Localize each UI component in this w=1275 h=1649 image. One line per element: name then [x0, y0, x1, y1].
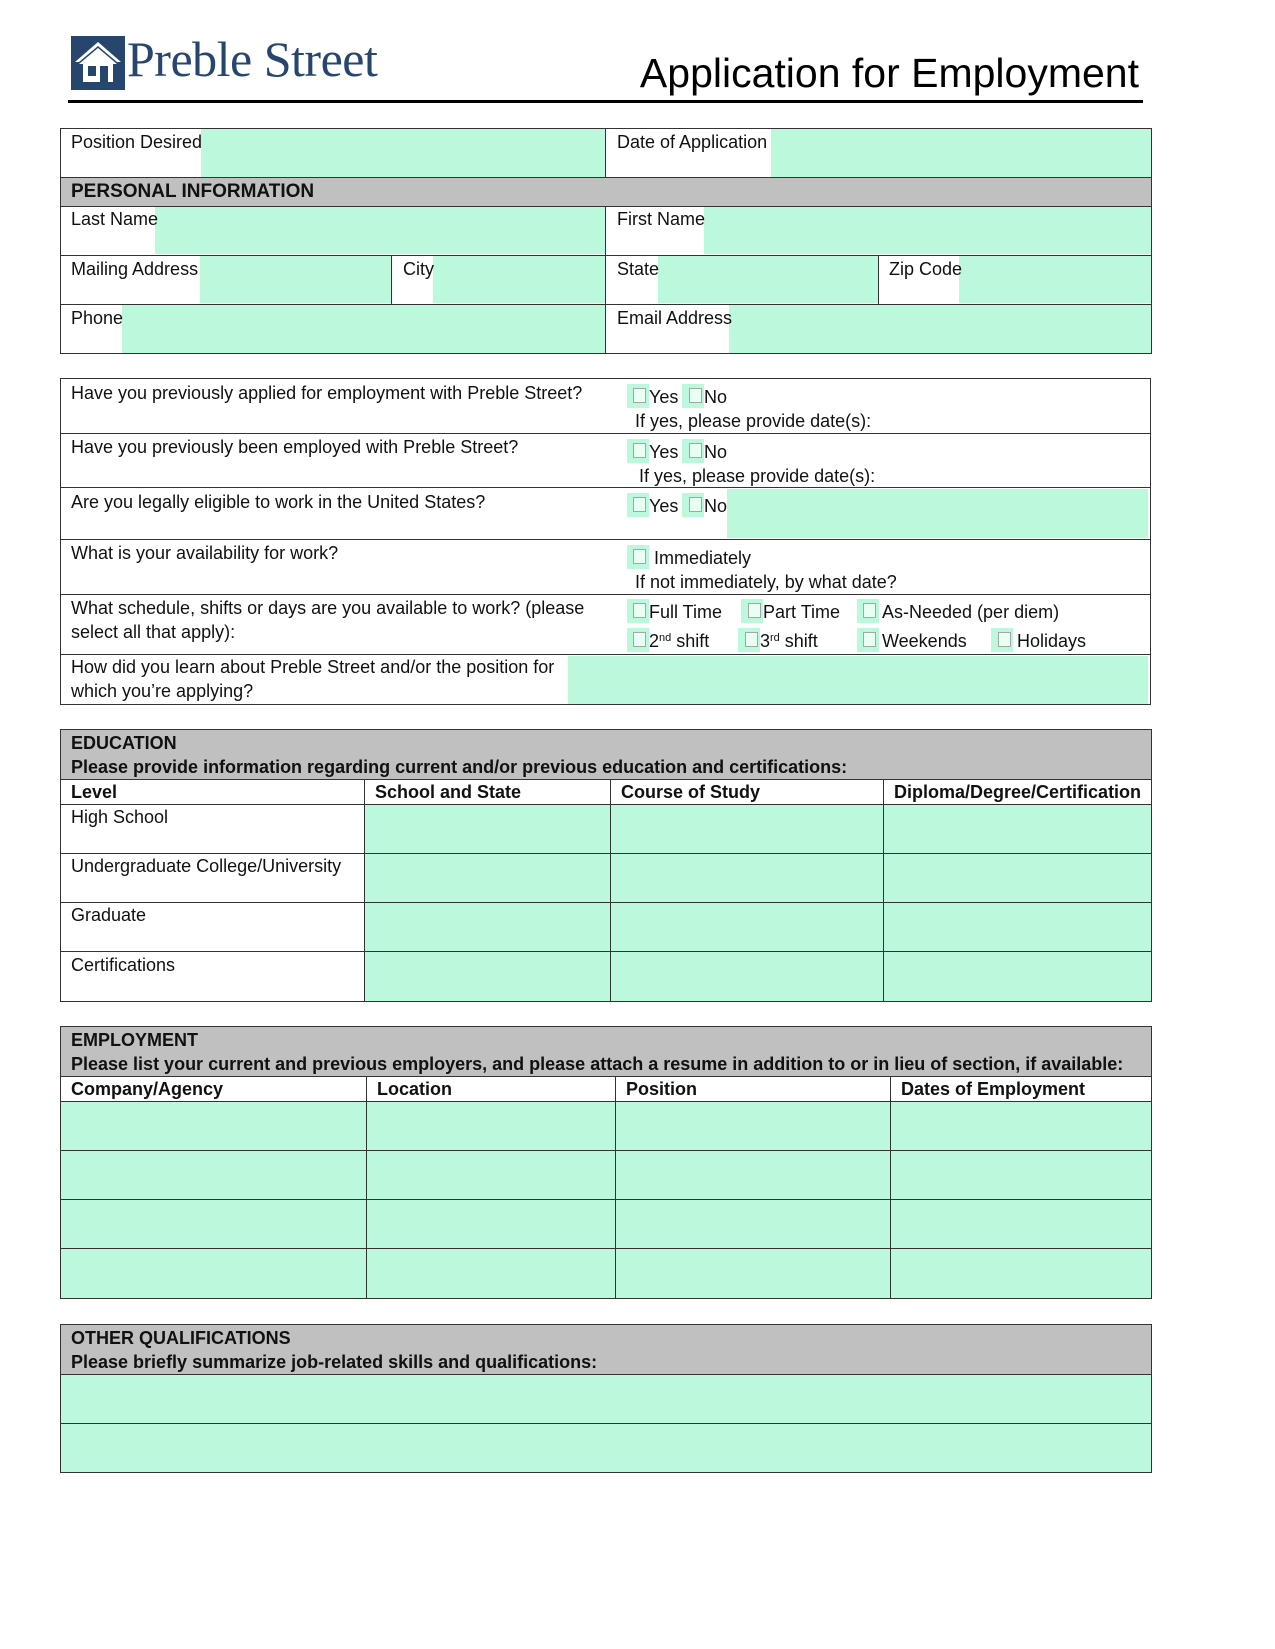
- position-desired-field[interactable]: [201, 129, 605, 177]
- third-shift-label: 3rd shift: [760, 631, 818, 651]
- divider: [391, 256, 392, 304]
- divider: [883, 780, 884, 1001]
- divider: [605, 129, 606, 177]
- education-col-school: School and State: [375, 782, 522, 802]
- education-row-certifications: Certifications: [71, 955, 176, 975]
- last-name-label: Last Name: [71, 209, 159, 229]
- divider: [61, 1150, 1151, 1151]
- edu-graduate-course-field[interactable]: [611, 903, 883, 951]
- availability-date-prompt: If not immediately, by what date?: [635, 572, 897, 592]
- education-heading: EDUCATION: [71, 733, 177, 753]
- immediately-checkbox[interactable]: [633, 549, 646, 564]
- employed-dates-prompt: If yes, please provide date(s):: [639, 466, 876, 486]
- email-address-label: Email Address: [617, 308, 733, 328]
- employment-row1-location-field[interactable]: [367, 1102, 615, 1150]
- employed-yes-checkbox[interactable]: [633, 443, 646, 458]
- header-rule: [68, 100, 1143, 103]
- zip-code-field[interactable]: [959, 256, 1151, 303]
- employment-col-position: Position: [626, 1079, 697, 1099]
- holidays-label: Holidays: [1017, 631, 1087, 651]
- city-label: City: [403, 259, 434, 279]
- divider: [61, 304, 1151, 305]
- divider: [61, 177, 1151, 178]
- qualifications-field-2[interactable]: [61, 1424, 1151, 1472]
- date-of-application-field[interactable]: [771, 129, 1151, 177]
- divider: [61, 902, 1151, 903]
- employment-row4-company-field[interactable]: [61, 1249, 366, 1298]
- edu-certifications-school-field[interactable]: [365, 952, 610, 1001]
- full-time-checkbox[interactable]: [633, 603, 646, 618]
- page-title: Application for Employment: [639, 50, 1139, 96]
- divider: [61, 487, 1150, 488]
- divider: [878, 256, 879, 304]
- applied-no-checkbox[interactable]: [689, 388, 702, 403]
- employment-row2-dates-field[interactable]: [891, 1151, 1151, 1199]
- zip-code-label: Zip Code: [889, 259, 963, 279]
- as-needed-label: As-Needed (per diem): [882, 602, 1060, 622]
- logo-text: Preble Street: [127, 31, 378, 87]
- employed-yes-label: Yes: [649, 442, 679, 462]
- question-previously-employed: Have you previously been employed with Preble Street?: [71, 437, 519, 457]
- edu-graduate-diploma-field[interactable]: [884, 903, 1151, 951]
- divider: [61, 853, 1151, 854]
- weekends-label: Weekends: [882, 631, 967, 651]
- state-field[interactable]: [658, 256, 878, 303]
- divider: [61, 1248, 1151, 1249]
- mailing-address-field[interactable]: [200, 256, 391, 303]
- employment-col-company: Company/Agency: [71, 1079, 224, 1099]
- qualifications-field-1[interactable]: [61, 1375, 1151, 1423]
- applied-dates-prompt: If yes, please provide date(s):: [635, 411, 872, 431]
- education-col-level: Level: [71, 782, 118, 802]
- applied-no-label: No: [704, 387, 728, 407]
- date-of-application-label: Date of Application: [617, 132, 768, 152]
- immediately-label: Immediately: [654, 548, 752, 568]
- employment-row1-dates-field[interactable]: [891, 1102, 1151, 1150]
- question-availability: What is your availability for work?: [71, 543, 339, 563]
- education-col-course: Course of Study: [621, 782, 761, 802]
- divider: [61, 255, 1151, 256]
- edu-highschool-diploma-field[interactable]: [884, 805, 1151, 853]
- employment-row3-dates-field[interactable]: [891, 1200, 1151, 1248]
- divider: [61, 779, 1151, 780]
- education-row-graduate: Graduate: [71, 905, 147, 925]
- employment-row3-company-field[interactable]: [61, 1200, 366, 1248]
- divider: [364, 780, 365, 1001]
- employment-row2-company-field[interactable]: [61, 1151, 366, 1199]
- part-time-checkbox[interactable]: [748, 603, 761, 618]
- divider: [890, 1077, 891, 1298]
- divider: [61, 594, 1150, 595]
- phone-label: Phone: [71, 308, 124, 328]
- holidays-checkbox[interactable]: [998, 632, 1011, 647]
- divider: [61, 1199, 1151, 1200]
- education-row-high-school: High School: [71, 807, 169, 827]
- edu-highschool-school-field[interactable]: [365, 805, 610, 853]
- education-col-diploma: Diploma/Degree/Certification: [894, 782, 1142, 802]
- state-label: State: [617, 259, 660, 279]
- edu-undergrad-diploma-field[interactable]: [884, 854, 1151, 902]
- weekends-checkbox[interactable]: [863, 632, 876, 647]
- divider: [366, 1077, 367, 1298]
- employment-row3-position-field[interactable]: [616, 1200, 890, 1248]
- other-heading: OTHER QUALIFICATIONS: [71, 1328, 291, 1348]
- eligible-yes-checkbox[interactable]: [633, 497, 646, 512]
- edu-highschool-course-field[interactable]: [611, 805, 883, 853]
- second-shift-label: 2nd shift: [649, 631, 710, 651]
- employment-col-location: Location: [377, 1079, 452, 1099]
- education-subheading: Please provide information regarding current and/or previous education and certifications:: [71, 757, 848, 777]
- question-schedule-line2: select all that apply):: [71, 622, 236, 642]
- question-legally-eligible: Are you legally eligible to work in the United States?: [71, 492, 486, 512]
- as-needed-checkbox[interactable]: [863, 603, 876, 618]
- employment-row4-location-field[interactable]: [367, 1249, 615, 1298]
- edu-graduate-school-field[interactable]: [365, 903, 610, 951]
- divider: [615, 1077, 616, 1298]
- applied-yes-checkbox[interactable]: [633, 388, 646, 403]
- question-referral-line2: which you’re applying?: [71, 681, 254, 701]
- employment-heading: EMPLOYMENT: [71, 1030, 199, 1050]
- employment-row1-position-field[interactable]: [616, 1102, 890, 1150]
- referral-source-field[interactable]: [568, 656, 1148, 704]
- house-logo-icon: [71, 36, 125, 90]
- divider: [61, 654, 1150, 655]
- employment-row2-position-field[interactable]: [616, 1151, 890, 1199]
- other-subheading: Please briefly summarize job-related skills and qualifications:: [71, 1352, 598, 1372]
- eligible-yes-label: Yes: [649, 496, 679, 516]
- question-referral-line1: How did you learn about Preble Street and/or the position for: [71, 657, 555, 677]
- edu-undergrad-school-field[interactable]: [365, 854, 610, 902]
- divider: [61, 951, 1151, 952]
- applied-yes-label: Yes: [649, 387, 679, 407]
- edu-certifications-course-field[interactable]: [611, 952, 883, 1001]
- logo: [71, 31, 391, 94]
- third-shift-checkbox[interactable]: [745, 632, 758, 647]
- edu-undergrad-course-field[interactable]: [611, 854, 883, 902]
- personal-heading: PERSONAL INFORMATION: [71, 181, 315, 202]
- divider: [605, 207, 606, 353]
- education-row-undergraduate: Undergraduate College/University: [71, 856, 342, 876]
- part-time-label: Part Time: [763, 602, 841, 622]
- employed-no-label: No: [704, 442, 728, 462]
- eligible-no-label: No: [704, 496, 728, 516]
- divider: [61, 206, 1151, 207]
- eligible-no-checkbox[interactable]: [689, 497, 702, 512]
- divider: [61, 539, 1150, 540]
- first-name-field[interactable]: [704, 207, 1151, 254]
- divider: [61, 1076, 1151, 1077]
- last-name-field[interactable]: [155, 207, 605, 254]
- mailing-address-label: Mailing Address: [71, 259, 199, 279]
- email-address-field[interactable]: [729, 305, 1151, 353]
- position-desired-label: Position Desired: [71, 132, 203, 152]
- edu-certifications-diploma-field[interactable]: [884, 952, 1151, 1001]
- employment-row1-company-field[interactable]: [61, 1102, 366, 1150]
- question-previously-applied: Have you previously applied for employment with Preble Street?: [71, 383, 583, 403]
- employment-row4-position-field[interactable]: [616, 1249, 890, 1298]
- eligibility-notes-field[interactable]: [727, 489, 1148, 538]
- first-name-label: First Name: [617, 209, 706, 229]
- employment-row4-dates-field[interactable]: [891, 1249, 1151, 1298]
- question-schedule-line1: What schedule, shifts or days are you available to work? (please: [71, 598, 585, 618]
- employment-row2-location-field[interactable]: [367, 1151, 615, 1199]
- city-field[interactable]: [433, 256, 605, 303]
- employment-row3-location-field[interactable]: [367, 1200, 615, 1248]
- divider: [610, 780, 611, 1001]
- divider: [61, 433, 1150, 434]
- full-time-label: Full Time: [649, 602, 723, 622]
- employed-no-checkbox[interactable]: [689, 443, 702, 458]
- employment-col-dates: Dates of Employment: [901, 1079, 1086, 1099]
- second-shift-checkbox[interactable]: [633, 632, 646, 647]
- employment-subheading: Please list your current and previous employers, and please attach a resume in addition to or in lieu of section, if available:: [71, 1054, 1124, 1074]
- phone-field[interactable]: [122, 305, 605, 353]
